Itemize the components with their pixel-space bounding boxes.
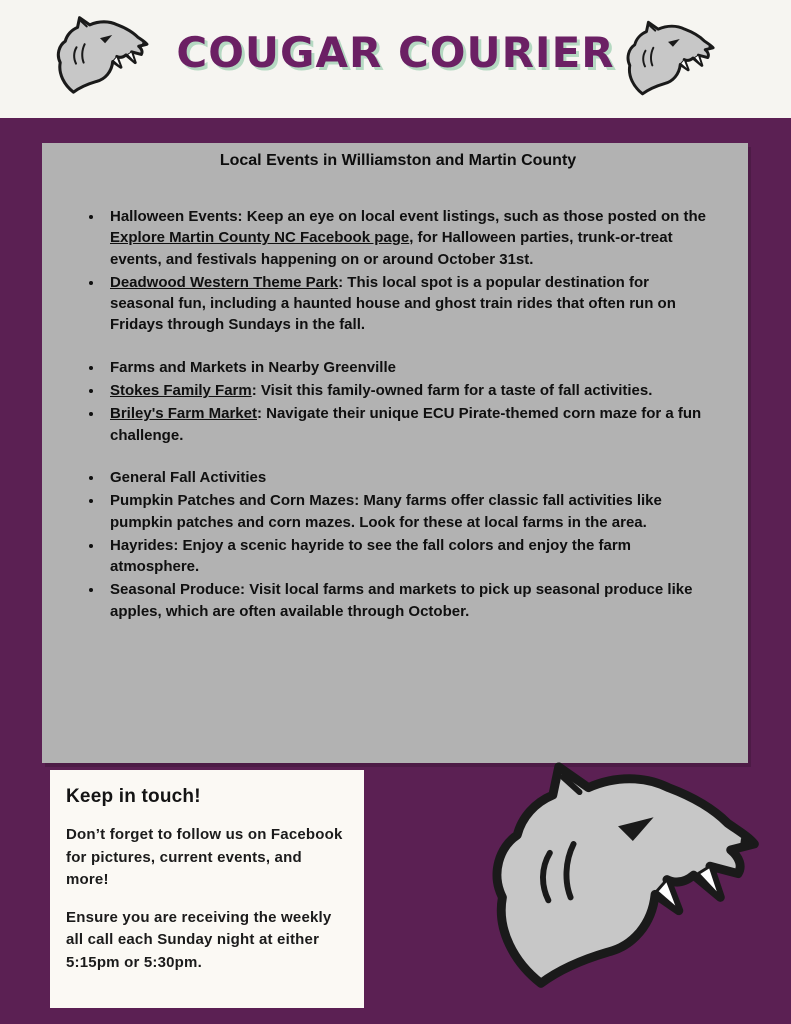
keep-in-touch-paragraph: Don’t forget to follow us on Facebook for pictures, current events, and more! <box>66 826 343 888</box>
event-text: : Visit this family-owned farm for a taste of fall activities. <box>251 382 653 400</box>
keep-in-touch-body <box>66 824 346 974</box>
events-list <box>82 206 714 622</box>
event-text: Pumpkin Patches and Corn Mazes: Many farms offer classic fall activities like pumpkin patches and corn mazes. Look for these at local farms in the area. <box>110 492 662 531</box>
event-item <box>104 357 714 378</box>
event-text: Hayrides: Enjoy a scenic hayride to see the fall colors and enjoy the farm atmosphere. <box>110 536 632 576</box>
underlined-text: Stokes Family Farm <box>110 382 252 400</box>
event-text: Farms and Markets in Nearby Greenville <box>110 358 396 376</box>
event-item <box>104 206 714 270</box>
header <box>0 0 791 118</box>
events-box <box>42 143 748 763</box>
event-text: General Fall Activities <box>110 468 267 486</box>
underlined-text: Deadwood Western Theme Park <box>110 273 339 291</box>
events-section <box>104 206 714 336</box>
event-item <box>104 467 714 488</box>
events-section <box>104 357 714 446</box>
cougar-logo-right-icon <box>620 12 718 110</box>
keep-in-touch-box <box>50 770 364 1008</box>
underlined-text: Explore Martin County NC Facebook page <box>110 229 410 247</box>
event-text: : Navigate their unique ECU Pirate-themed corn maze for a fun challenge. <box>110 405 702 444</box>
keep-in-touch-title: Keep in touch! <box>66 786 201 807</box>
events-section <box>104 467 714 622</box>
event-item <box>104 380 714 401</box>
newsletter-title: COUGAR COURIER <box>176 28 615 77</box>
event-item <box>104 272 714 336</box>
event-text: : This local spot is a popular destination for seasonal fun, including a haunted house and ghost train rides that often run on Fridays through Sundays in the fall. <box>110 273 676 334</box>
event-text: , for Halloween parties, trunk-or-treat events, and festivals happening on or around October 31st. <box>110 229 673 268</box>
events-title: Local Events in Williamston and Martin County <box>219 152 577 169</box>
underlined-text: Briley's Farm Market <box>110 405 257 423</box>
event-item <box>104 490 714 533</box>
event-item <box>104 579 714 622</box>
cougar-mascot-icon <box>452 758 790 1010</box>
event-text: Seasonal Produce: Visit local farms and markets to pick up seasonal produce like apples, which are often available through October. <box>110 581 693 620</box>
event-item <box>104 535 714 578</box>
event-text: Halloween Events: Keep an eye on local event listings, such as those posted on the <box>110 208 706 225</box>
event-item <box>104 403 714 446</box>
keep-in-touch-paragraph: Ensure you are receiving the weekly all call each Sunday night at either 5:15pm or 5:30pm. <box>66 908 332 971</box>
